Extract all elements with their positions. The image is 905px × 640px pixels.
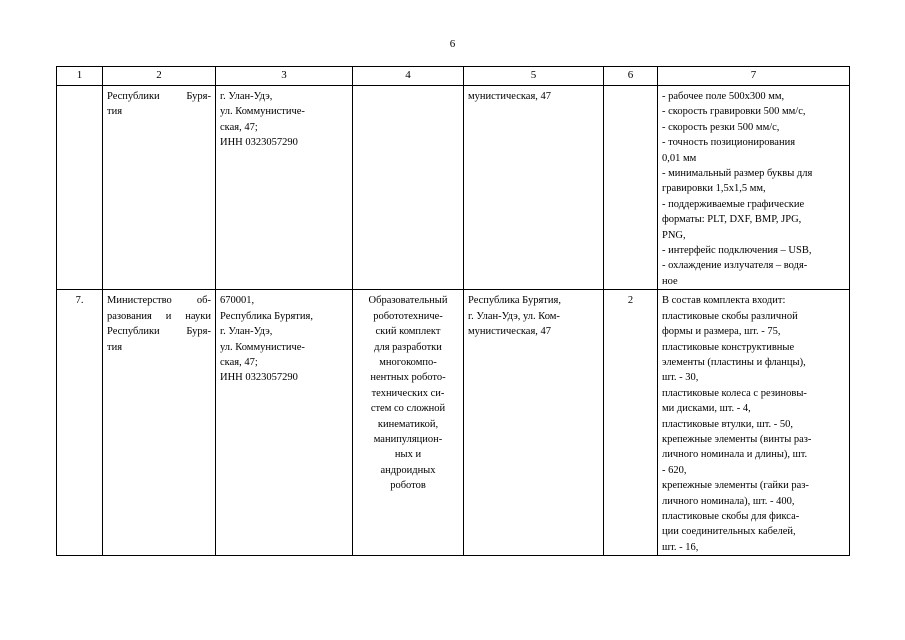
cell-number: 7. bbox=[57, 290, 103, 556]
cell-address: 670001, Республика Бурятия, г. Улан-Удэ, ул. Коммунистиче- ская, 47; ИНН 0323057290 bbox=[216, 290, 353, 556]
col-header-4: 4 bbox=[353, 67, 464, 86]
cell-organization: Республики Буря- тия bbox=[103, 86, 216, 290]
col-header-7: 7 bbox=[658, 67, 850, 86]
cell-specifications: В состав комплекта входит: пластиковые скобы различной формы и размера, шт. - 75, пластиковые конструктивные элементы (пластины и фланцы), шт. - 30, пластиковые колеса с резиновы- ми дисками, шт. - 4, пластиковые втулки, шт. - 50, крепежные элементы (винты раз- личного номинала и длины), шт. - 620, крепежные элементы (гайки раз- личного номинала), шт. - 400, пластиковые скобы для фикса- ции соединительных кабелей, шт. - 16, bbox=[658, 290, 850, 556]
table-row-7 bbox=[57, 290, 850, 556]
cell-item-name: Образовательный робототехниче- ский комплект для разработки многокомпо- нентных робото- технических си- стем со сложной кинематикой, манипуляцион- ных и андроидных роботов bbox=[353, 290, 464, 556]
cell-location: мунистическая, 47 bbox=[464, 86, 604, 290]
col-header-3: 3 bbox=[216, 67, 353, 86]
col-header-5: 5 bbox=[464, 67, 604, 86]
col-header-1: 1 bbox=[57, 67, 103, 86]
col-header-2: 2 bbox=[103, 67, 216, 86]
cell-location: Республика Бурятия, г. Улан-Удэ, ул. Ком- мунистическая, 47 bbox=[464, 290, 604, 556]
cell-item-name bbox=[353, 86, 464, 290]
cell-organization: Министерство об- разования и науки Республики Буря- тия bbox=[103, 290, 216, 556]
header-row bbox=[57, 67, 850, 86]
col-header-6: 6 bbox=[604, 67, 658, 86]
cell-number bbox=[57, 86, 103, 290]
page-number: 6 bbox=[449, 38, 456, 50]
cell-quantity bbox=[604, 86, 658, 290]
cell-specifications: - рабочее поле 500х300 мм, - скорость гравировки 500 мм/с, - скорость резки 500 мм/с, - точность позиционирования 0,01 мм - минимальный размер буквы для гравировки 1,5х1,5 мм, - поддерживаемые графические форматы: PLT, DXF, BMP, JPG, PNG, - интерфейс подключения – USB, - охлаждение излучателя – водя- ное bbox=[658, 86, 850, 290]
cell-address: г. Улан-Удэ, ул. Коммунистиче- ская, 47; ИНН 0323057290 bbox=[216, 86, 353, 290]
cell-quantity: 2 bbox=[604, 290, 658, 556]
equipment-table bbox=[56, 66, 850, 556]
table-row-continued bbox=[57, 86, 850, 290]
